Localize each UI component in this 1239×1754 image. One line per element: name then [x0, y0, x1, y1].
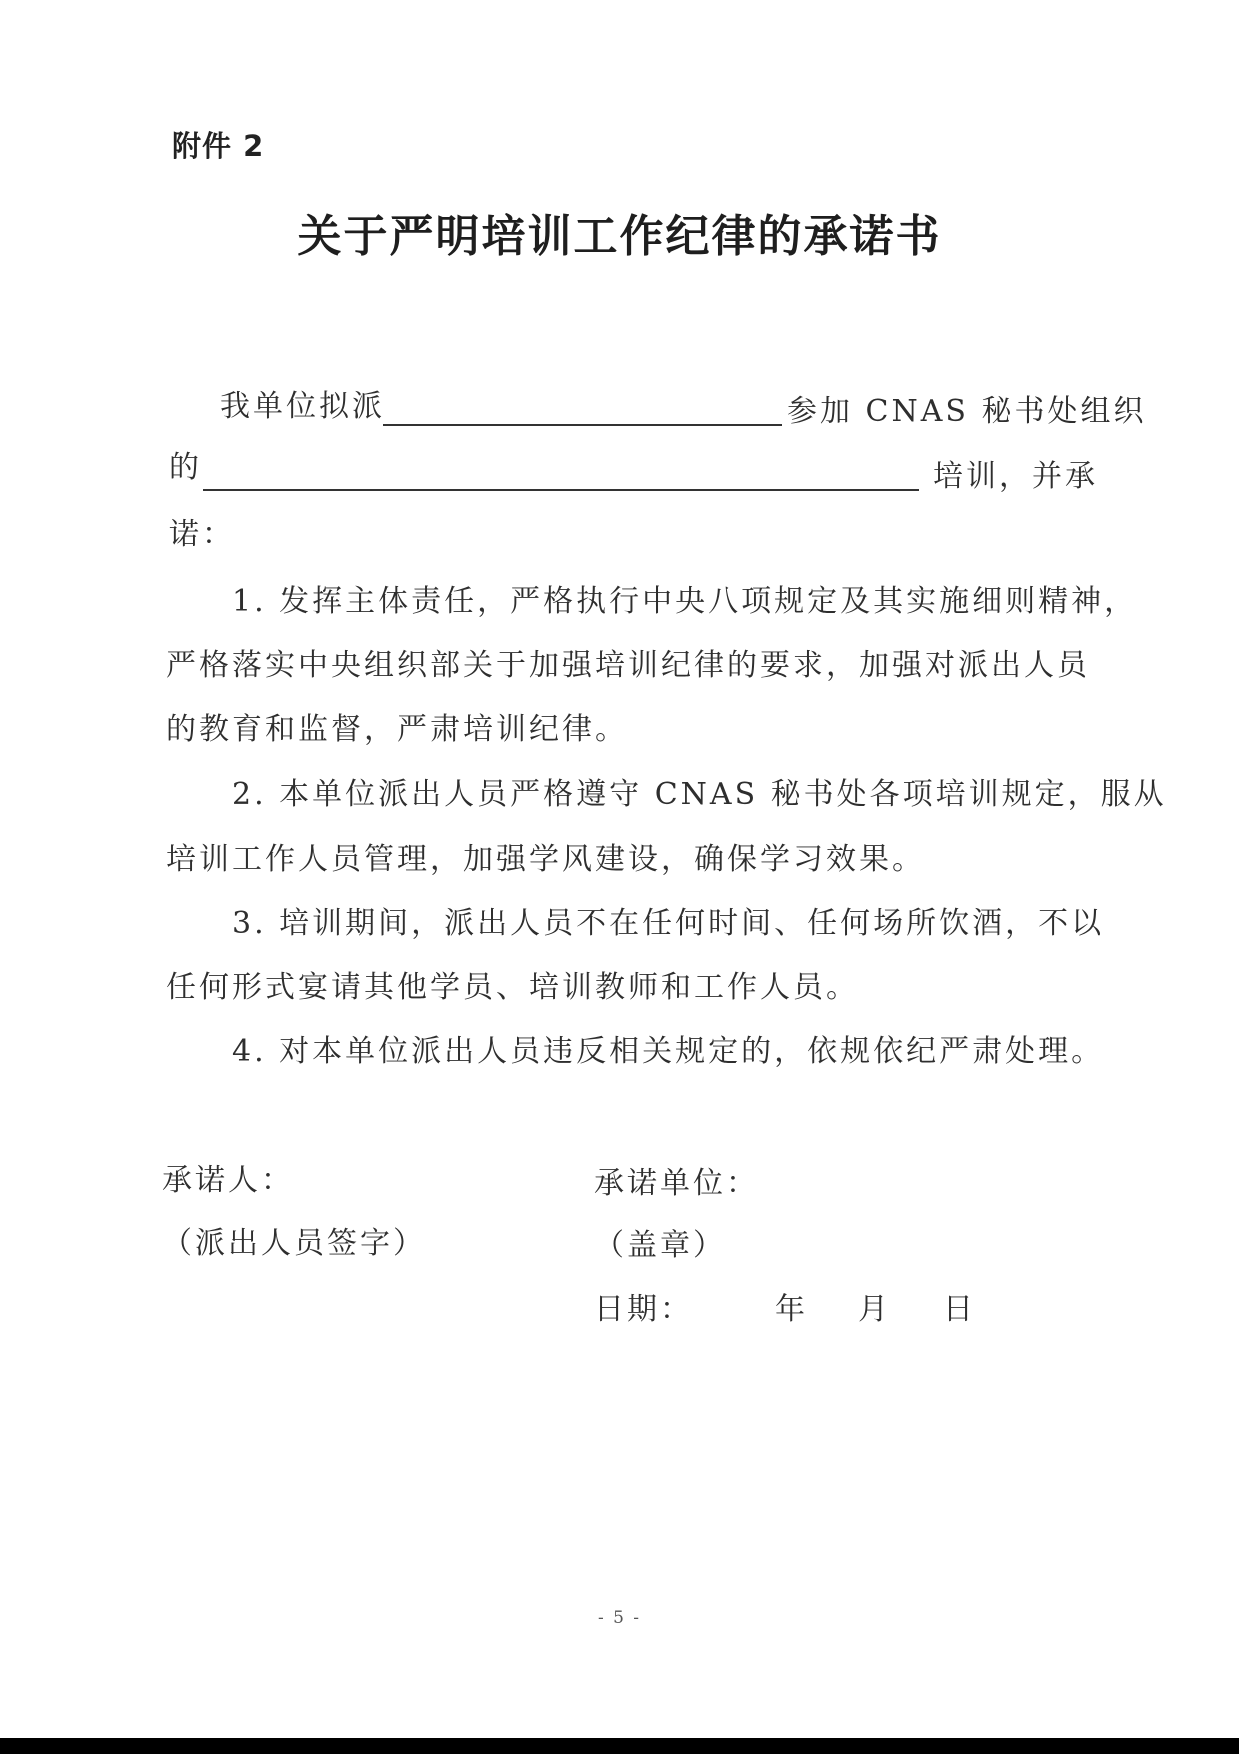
date-label: 日期： [594, 1292, 693, 1327]
document-title: 关于严明培训工作纪律的承诺书 [297, 211, 942, 262]
item2-line2: 培训工作人员管理，加强学风建设，确保学习效果。 [166, 842, 925, 877]
intro-line2-pre: 的 [169, 450, 202, 485]
item4-line1: 4. 对本单位派出人员违反相关规定的，依规依纪严肃处理。 [232, 1034, 1105, 1069]
date-year-label: 年 [775, 1292, 808, 1327]
intro-line1-pre: 我单位拟派 [220, 389, 385, 424]
item3-line1: 3. 培训期间，派出人员不在任何时间、任何场所饮酒，不以 [232, 906, 1105, 941]
date-month-label: 月 [858, 1292, 891, 1327]
unit-note: （盖章） [594, 1228, 726, 1263]
item1-line3: 的教育和监督，严肃培训纪律。 [166, 712, 628, 747]
unit-label: 承诺单位： [594, 1166, 759, 1201]
scan-bottom-border [0, 1738, 1239, 1754]
training-name-blank[interactable] [203, 489, 919, 491]
item1-line2: 严格落实中央组织部关于加强培训纪律的要求，加强对派出人员 [166, 648, 1090, 683]
page-number: - 5 - [597, 1608, 642, 1628]
date-day-label: 日 [943, 1292, 976, 1327]
promisor-note: （派出人员签字） [162, 1226, 426, 1261]
intro-line1-post: 参加 CNAS 秘书处组织 [787, 394, 1147, 429]
item2-line1: 2. 本单位派出人员严格遵守 CNAS 秘书处各项培训规定，服从 [232, 777, 1167, 812]
item3-line2: 任何形式宴请其他学员、培训教师和工作人员。 [166, 970, 859, 1005]
item1-line1: 1. 发挥主体责任，严格执行中央八项规定及其实施细则精神， [232, 584, 1138, 619]
trainee-name-blank[interactable] [383, 424, 782, 426]
intro-line3: 诺： [169, 517, 235, 552]
intro-line2-post: 培训，并承 [933, 459, 1098, 494]
attachment-label: 附件 2 [172, 129, 265, 163]
promisor-label: 承诺人： [162, 1163, 294, 1198]
